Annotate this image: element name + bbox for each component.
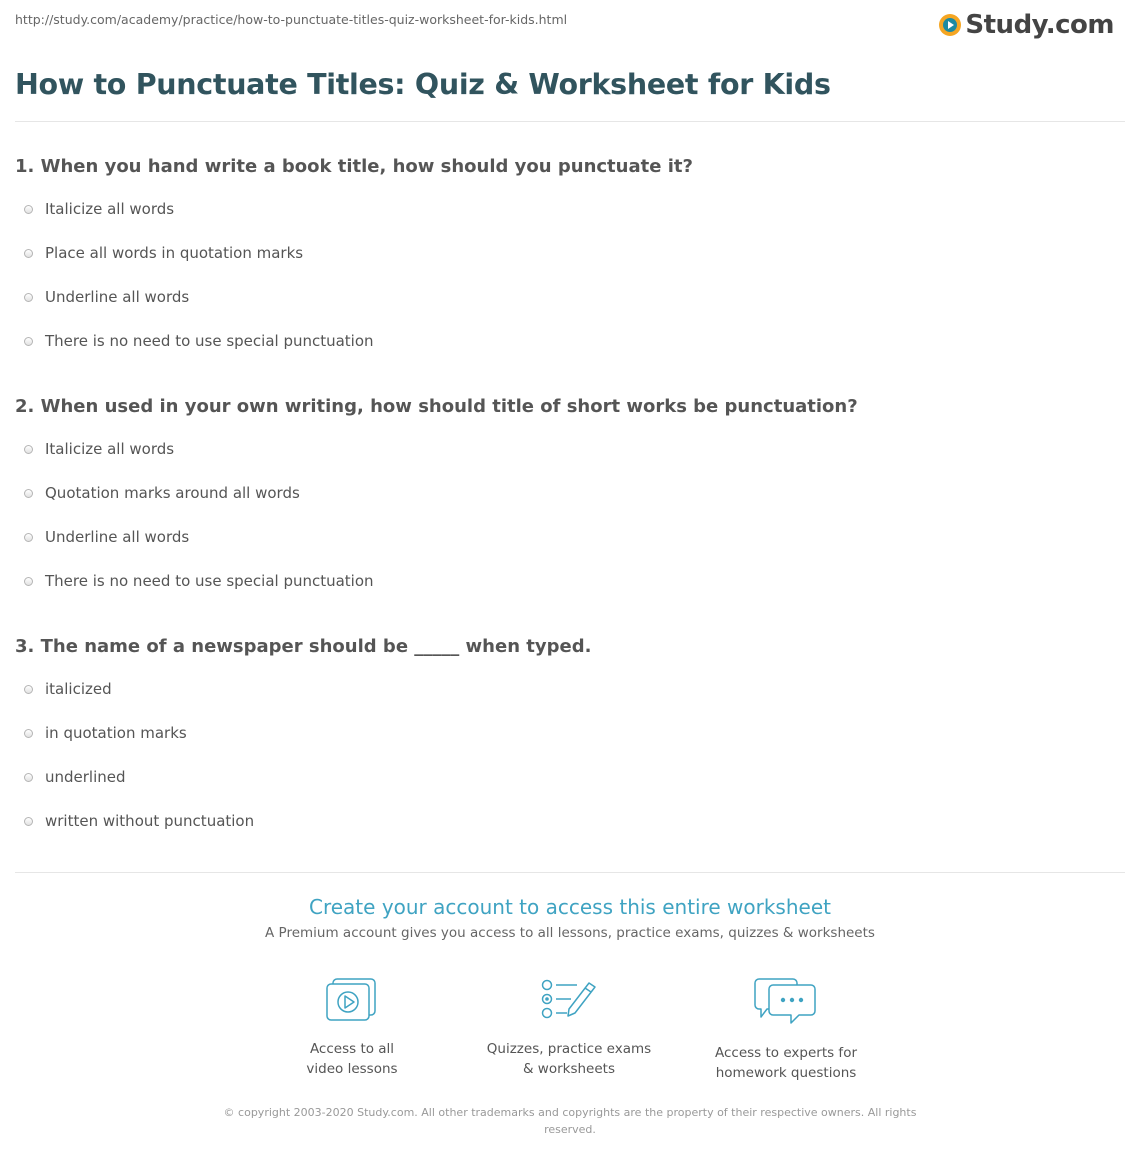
quiz-checklist-icon	[539, 975, 599, 1023]
answer-label: Italicize all words	[45, 200, 175, 218]
title-divider	[15, 121, 1125, 122]
answer-options	[15, 187, 374, 363]
radio-button-icon[interactable]	[24, 445, 33, 454]
radio-button-icon[interactable]	[24, 685, 33, 694]
study-logo-play-icon	[939, 14, 961, 36]
answer-options	[15, 427, 374, 603]
radio-button-icon[interactable]	[24, 489, 33, 498]
answer-options	[15, 667, 254, 843]
feature-label: Access to all video lessons	[306, 1041, 398, 1077]
radio-button-icon[interactable]	[24, 293, 33, 302]
feature-label: Access to experts for homework questions	[714, 1045, 857, 1081]
answer-option[interactable]	[15, 231, 374, 275]
radio-button-icon[interactable]	[24, 533, 33, 542]
answer-option[interactable]	[15, 427, 374, 471]
answer-label: There is no need to use special punctuation	[45, 332, 374, 350]
radio-button-icon[interactable]	[24, 577, 33, 586]
feature-quizzes	[459, 975, 679, 1079]
chat-bubbles-icon	[753, 975, 819, 1027]
radio-button-icon[interactable]	[24, 337, 33, 346]
question-title: 1. When you hand write a book title, how should you punctuate it?	[15, 156, 693, 177]
radio-button-icon[interactable]	[24, 205, 33, 214]
radio-button-icon[interactable]	[24, 729, 33, 738]
feature-video-lessons	[242, 975, 462, 1079]
answer-label: Place all words in quotation marks	[45, 244, 304, 262]
answer-option[interactable]	[15, 667, 254, 711]
feature-experts	[676, 975, 896, 1083]
answer-label: italicized	[45, 680, 112, 698]
video-lessons-icon	[324, 975, 380, 1023]
question-2	[15, 395, 1125, 590]
copyright-notice: © copyright 2003-2020 Study.com. All other trademarks and copyrights are the property of their respective owners. All rights reserved.	[223, 1106, 917, 1136]
answer-label: underlined	[45, 768, 126, 786]
answer-option[interactable]	[15, 711, 254, 755]
study-logo[interactable]	[939, 8, 1114, 42]
answer-label: There is no need to use special punctuation	[45, 572, 374, 590]
feature-label: Quizzes, practice exams & worksheets	[486, 1041, 652, 1077]
radio-button-icon[interactable]	[24, 249, 33, 258]
answer-option[interactable]	[15, 275, 374, 319]
page-url: http://study.com/academy/practice/how-to-punctuate-titles-quiz-worksheet-for-kids.html	[15, 12, 568, 27]
create-account-link[interactable]: Create your account to access this entire worksheet	[309, 895, 831, 919]
answer-option[interactable]	[15, 471, 374, 515]
question-3	[15, 635, 1125, 830]
answer-option[interactable]	[15, 559, 374, 603]
answer-option[interactable]	[15, 755, 254, 799]
study-logo-text: Study.com	[965, 10, 1114, 40]
page-title: How to Punctuate Titles: Quiz & Worksheet for Kids	[15, 68, 831, 101]
question-1	[15, 155, 1125, 350]
answer-option[interactable]	[15, 187, 374, 231]
answer-option[interactable]	[15, 319, 374, 363]
cta-divider	[15, 872, 1125, 873]
question-title: 2. When used in your own writing, how should title of short works be punctuation?	[15, 396, 858, 417]
answer-label: Underline all words	[45, 288, 190, 306]
answer-label: Underline all words	[45, 528, 190, 546]
cta-subtitle: A Premium account gives you access to all lessons, practice exams, quizzes & worksheets	[265, 925, 875, 941]
answer-label: in quotation marks	[45, 724, 187, 742]
answer-label: Quotation marks around all words	[45, 484, 300, 502]
radio-button-icon[interactable]	[24, 817, 33, 826]
radio-button-icon[interactable]	[24, 773, 33, 782]
answer-option[interactable]	[15, 515, 374, 559]
question-title: 3. The name of a newspaper should be _____ when typed.	[15, 636, 592, 657]
answer-label: written without punctuation	[45, 812, 255, 830]
answer-option[interactable]	[15, 799, 254, 843]
answer-label: Italicize all words	[45, 440, 175, 458]
